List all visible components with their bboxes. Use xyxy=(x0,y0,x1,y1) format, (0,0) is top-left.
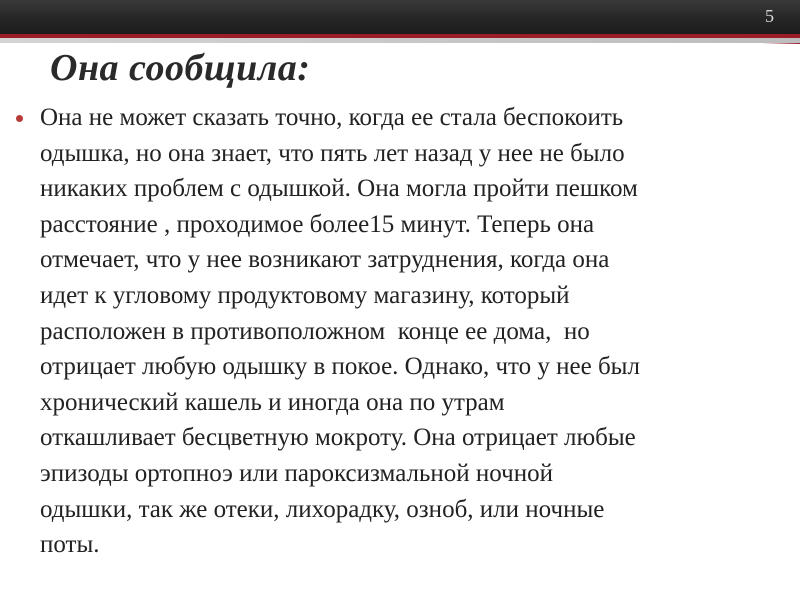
body-list xyxy=(14,100,784,563)
bullet-item xyxy=(14,100,784,563)
body-line: поты. xyxy=(40,531,100,559)
body-line: отрицает любую одышку в покое. Однако, что у нее был xyxy=(40,353,640,381)
body-line: одышки, так же отеки, лихорадку, озноб, или ночные xyxy=(40,495,605,523)
header-gray-stripe xyxy=(0,38,800,43)
body-line: Она не может сказать точно, когда ее стала беспокоить xyxy=(40,104,624,131)
body-line: никаких проблем с одышкой. Она могла пройти пешком xyxy=(40,175,638,203)
slide-title: Она сообщила: xyxy=(50,47,311,89)
body-line: расстояние , проходимое более15 минут. Теперь она xyxy=(40,210,595,238)
body-line: хронический кашель и иногда она по утрам xyxy=(40,388,505,416)
body-line: откашливает бесцветную мокроту. Она отрицает любые xyxy=(40,424,636,452)
slide-number: 5 xyxy=(765,6,774,26)
body-line: отмечает, что у нее возникают затруднения, когда она xyxy=(40,246,610,274)
body-line: одышка, но она знает, что пять лет назад у нее не было xyxy=(40,139,625,167)
bullet-dot-icon xyxy=(16,115,23,122)
body-line: идет к угловому продуктовому магазину, который xyxy=(40,281,570,309)
body-line: эпизоды ортопноэ или пароксизмальной ночной xyxy=(40,459,553,487)
body-line: расположен в противоположном конце ее дома, но xyxy=(40,317,590,345)
header-band xyxy=(0,0,800,34)
body-paragraph xyxy=(40,100,784,563)
